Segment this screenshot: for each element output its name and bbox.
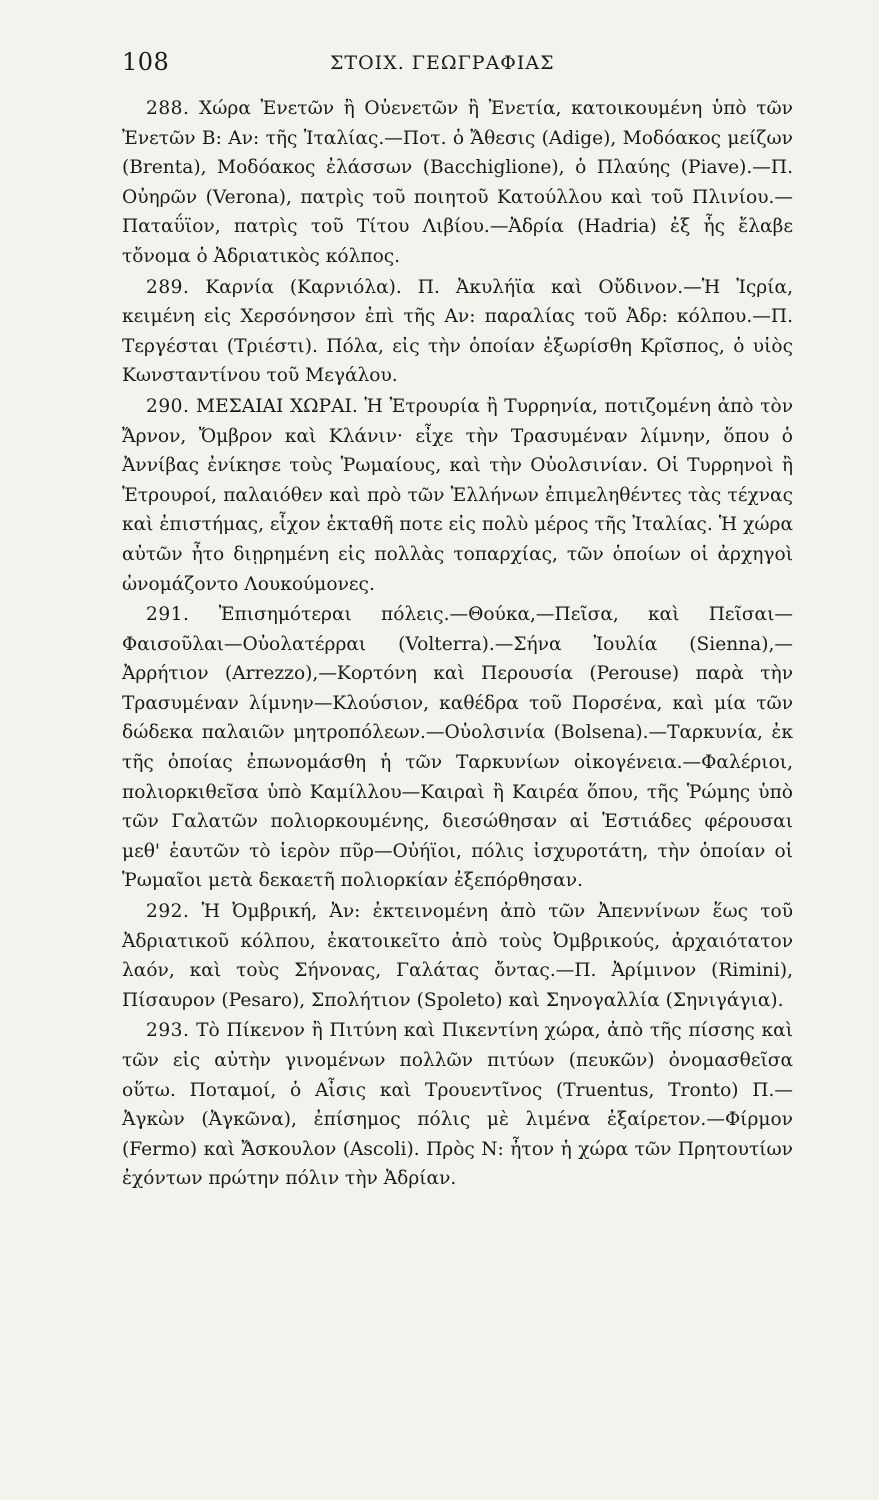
paragraph-291	[122, 600, 793, 896]
page-number: 108	[122, 48, 170, 76]
paragraph-number: 291.	[146, 604, 190, 626]
paragraph-290	[122, 392, 793, 599]
paragraph-number: 292.	[146, 901, 190, 923]
body-text	[122, 94, 793, 1194]
paragraph-text: Ἐπισημότεραι πόλεις.—Θούκα,—Πεῖσα, καὶ Πεῖσαι—Φαισοῦλαι—Οὐολατέρραι (Volterra).—Σήνα Ἰουλία (Sienna),—Ἀρρήτιον (Arrezzo),—Κορτόνη καὶ Περουσία (Perouse) παρὰ τὴν Τρασυμέναν λίμνην—Κλούσιον, καθέδρα τοῦ Πορσένα, καὶ μία τῶν δώδεκα παλαιῶν μητροπόλεων.—Οὐολσινία (Bolsena).—Ταρκυνία, ἐκ τῆς ὁποίας ἐπωνομάσθη ἡ τῶν Ταρκυνίων οἰκογένεια.—Φαλέριοι, πολιορκιθεῖσα ὑπὸ Καμίλλου—Καιραὶ ἢ Καιρέα ὅπου, τῆς Ῥώμης ὑπὸ τῶν Γαλατῶν πολιορκουμένης, διεσώθησαν αἱ Ἑστιάδες φέρουσαι μεθ' ἑαυτῶν τὸ ἱερὸν πῦρ—Οὐήϊοι, πόλις ἰσχυροτάτη, τὴν ὁποίαν οἱ Ῥωμαῖοι μετὰ δεκαετῆ πολιορκίαν ἐξεπόρθησαν.	[122, 604, 793, 892]
running-head	[122, 48, 793, 82]
paragraph-293	[122, 1016, 793, 1194]
paragraph-288	[122, 94, 793, 272]
paragraph-number: 289.	[146, 276, 190, 298]
paragraph-289	[122, 273, 793, 391]
paragraph-292	[122, 897, 793, 1015]
paragraph-text: Καρνία (Καρνιόλα). Π. Ἀκυλήϊα καὶ Οὔδινον.—Ἡ Ἰςρία, κειμένη εἰς Χερσόνησον ἐπὶ τῆς Αν: παραλίας τοῦ Ἀδρ: κόλπου.—Π. Τεργέσται (Τριέστι). Πόλα, εἰς τὴν ὁποίαν ἐξωρίσθη Κρῖσπος, ὁ υἱὸς Κωνσταντίνου τοῦ Μεγάλου.	[122, 276, 793, 387]
paragraph-number: 290.	[146, 395, 190, 417]
paragraph-text: Ἡ Ὀμβρική, Ἀν: ἐκτεινομένη ἀπὸ τῶν Ἀπεννίνων ἕως τοῦ Ἀδριατικοῦ κόλπου, ἐκατοικεῖτο ἀπὸ τοὺς Ὀμβρικούς, ἀρχαιότατον λαόν, καὶ τοὺς Σήνονας, Γαλάτας ὄντας.—Π. Ἀρίμινον (Rimini), Πίσαυρον (Pesaro), Σπολήτιον (Spoleto) καὶ Σηνογαλλία (Σηνιγάγια).	[122, 901, 794, 1011]
running-title: ΣΤΟΙΧ. ΓΕΩΓΡΑΦΙΑΣ	[330, 52, 555, 74]
paragraph-text: ΜΕΣΑΙΑΙ ΧΩΡΑΙ. Ἡ Ἐτρουρία ἢ Τυρρηνία, ποτιζομένη ἀπὸ τὸν Ἄρνον, Ὄμβρον καὶ Κλάνιν· εἶχε τὴν Τρασυμέναν λίμνην, ὅπου ὁ Ἀννίβας ἐνίκησε τοὺς Ῥωμαίους, καὶ τὴν Οὐολσινίαν. Οἱ Τυρρηνοὶ ἢ Ἐτρουροί, παλαιόθεν καὶ πρὸ τῶν Ἑλλήνων ἐπιμεληθέντες τὰς τέχνας καὶ ἐπιστήμας, εἶχον ἐκταθῆ ποτε εἰς πολὺ μέρος τῆς Ἰταλίας. Ἡ χώρα αὐτῶν ἦτο διῃρημένη εἰς πολλὰς τοπαρχίας, τῶν ὁποίων οἱ ἀρχηγοὶ ὠνομάζοντο Λουκούμονες.	[122, 395, 793, 595]
paragraph-text: Χώρα Ἐνετῶν ἢ Οὐενετῶν ἢ Ἐνετία, κατοικουμένη ὑπὸ τῶν Ἐνετῶν Β: Αν: τῆς Ἰταλίας.—Ποτ. ὁ Ἄθεσις (Adige), Μοδόακος μείζων (Brenta), Μοδόακος ἐλάσσων (Bacchiglione), ὁ Πλαύης (Piave).—Π. Οὐηρῶν (Verona), πατρὶς τοῦ ποιητοῦ Κατούλλου καὶ τοῦ Πλινίου.—Παταΰϊον, πατρὶς τοῦ Τίτου Λιβίου.—Ἀδρία (Hadria) ἐξ ἧς ἔλαβε τὄνομα ὁ Ἀδριατικὸς κόλπος.	[122, 98, 793, 267]
paragraph-number: 293.	[146, 1020, 190, 1042]
paragraph-text: Τὸ Πίκενον ἢ Πιτύνη καὶ Πικεντίνη χώρα, ἀπὸ τῆς πίσσης καὶ τῶν εἰς αὐτὴν γινομένων πολλῶν πιτύων (πευκῶν) ὀνομασθεῖσα οὕτω. Ποταμοί, ὁ Αἶσις καὶ Τρουεντῖνος (Truentus, Tronto) Π.—Ἀγκὼν (Ἀγκῶνα), ἐπίσημος πόλις μὲ λιμένα ἐξαίρετον.—Φίρμον (Fermo) καὶ Ἄσκουλον (Ascoli). Πρὸς Ν: ἦτον ἡ χώρα τῶν Πρητουτίων ἐχόντων πρώτην πόλιν τὴν Ἀδρίαν.	[122, 1020, 793, 1190]
paragraph-number: 288.	[146, 98, 190, 119]
